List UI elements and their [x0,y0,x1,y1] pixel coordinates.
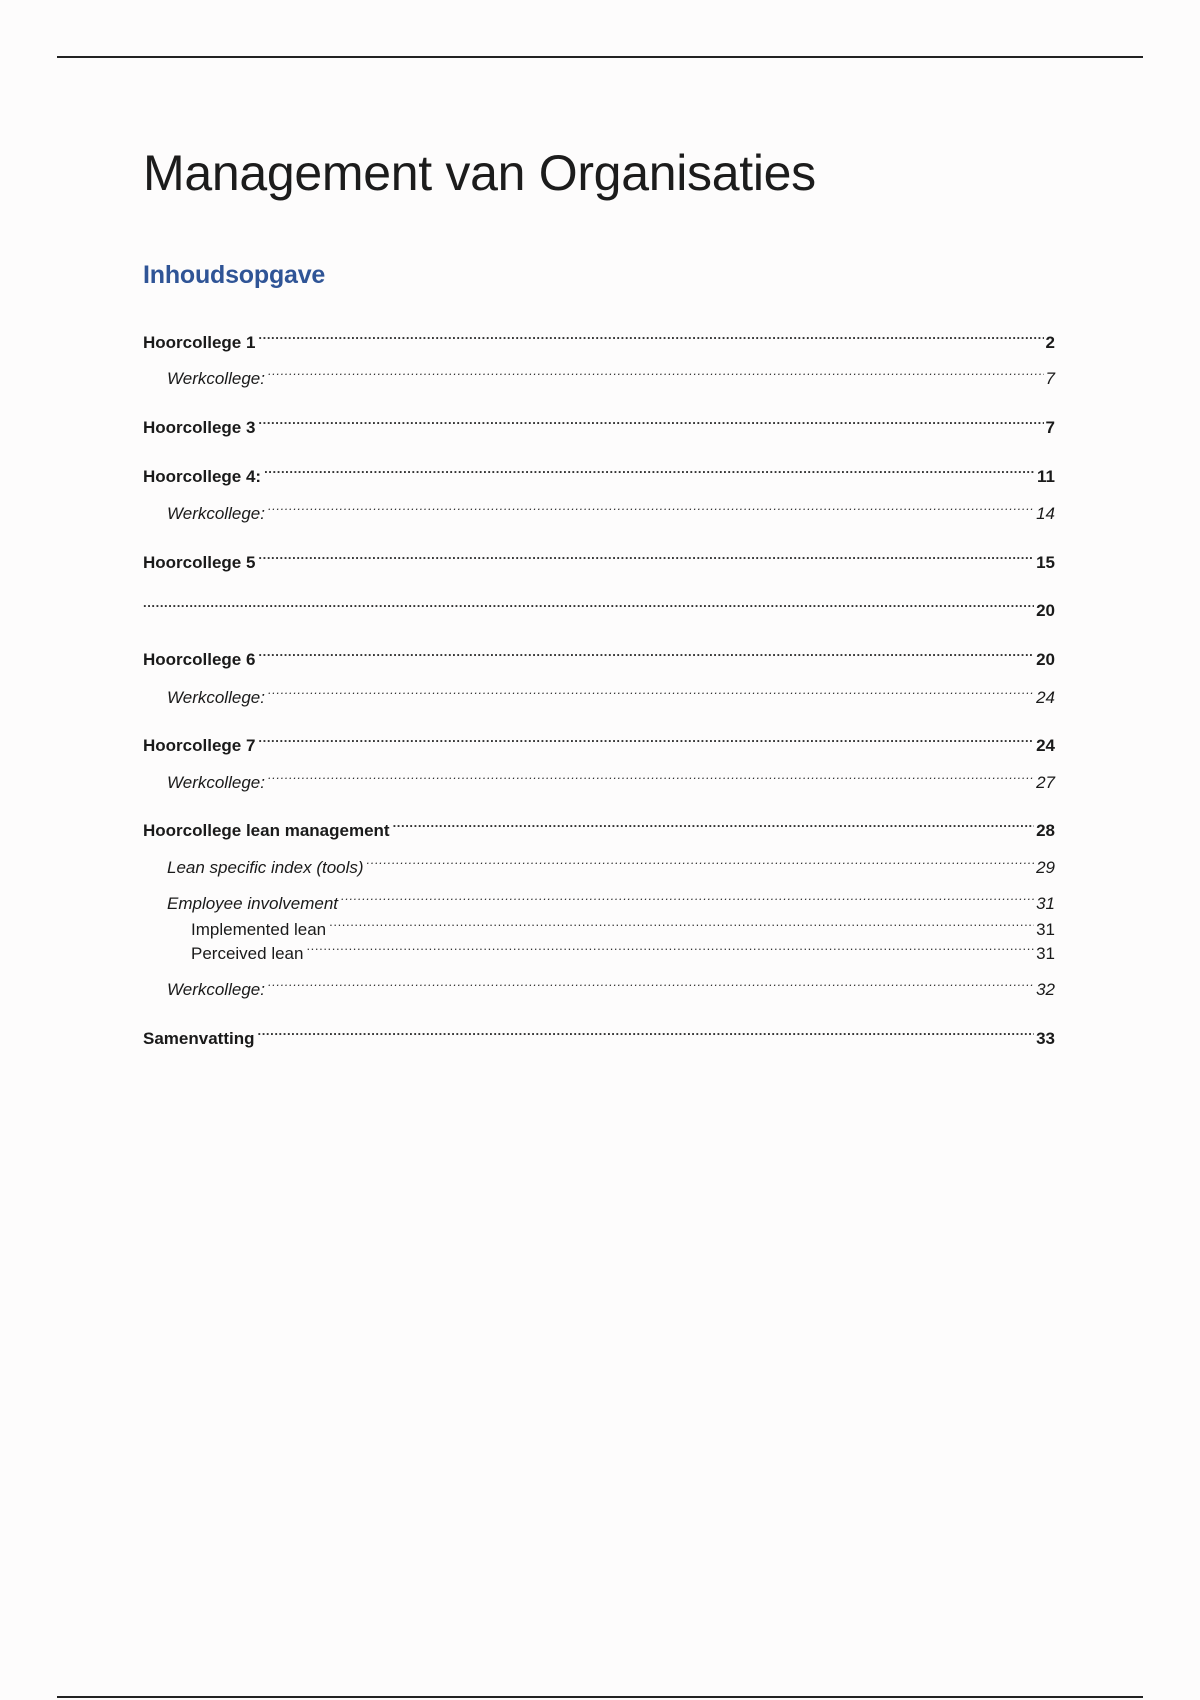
toc-entry[interactable] [143,460,1055,488]
toc-entry-label: Lean specific index (tools) [167,858,364,877]
toc-entry[interactable] [143,326,1055,354]
toc-entry-label: Hoorcollege 4: [143,467,262,486]
toc-entry-label: Werkcollege: [167,773,265,792]
document-title: Management van Organisaties [143,145,816,201]
toc-entry[interactable] [143,1022,1055,1050]
toc-entry-page: 31 [1036,944,1055,963]
toc-entry[interactable] [143,362,1055,390]
toc-entry-label: Hoorcollege 6 [143,650,256,669]
footer-rule [57,1696,1143,1698]
toc-entry[interactable] [143,973,1055,1001]
toc-entry-label: Hoorcollege 3 [143,418,256,437]
toc-entry-label: Perceived lean [191,944,304,963]
toc-entry-page: 27 [1036,773,1055,792]
dot-leader [268,681,1034,703]
dot-leader [268,497,1034,519]
dot-leader [258,411,1043,433]
dot-leader [341,887,1034,909]
toc-entry[interactable] [143,937,1055,965]
toc-entry-label: Hoorcollege 7 [143,736,256,755]
toc-entry-label: Employee involvement [167,894,339,913]
dot-leader [268,766,1034,788]
toc-entry-page: 20 [1036,601,1055,620]
toc-entry-page: 29 [1036,858,1055,877]
toc-entry[interactable] [143,411,1055,439]
toc-entry[interactable] [143,851,1055,879]
toc-entry[interactable] [143,814,1055,842]
dot-leader [264,460,1035,482]
toc-entry-label: Werkcollege: [167,980,265,999]
toc-entry-page: 28 [1036,821,1055,840]
toc-entry-page: 33 [1036,1029,1055,1048]
toc-entry-label: Samenvatting [143,1029,255,1048]
toc-entry[interactable] [143,681,1055,709]
toc-entry-label: Werkcollege: [167,688,265,707]
dot-leader [143,594,1034,616]
toc-heading: Inhoudsopgave [143,261,326,289]
toc-entry-page: 7 [1045,369,1055,388]
toc-entry-label: Hoorcollege lean management [143,821,390,840]
toc-entry[interactable] [143,766,1055,794]
toc-entry-label: Werkcollege: [167,504,265,523]
header-rule [57,56,1143,58]
toc-entry-page: 24 [1036,736,1055,755]
toc-entry-page: 31 [1036,920,1055,939]
dot-leader [257,1022,1034,1044]
toc-entry[interactable] [143,887,1055,915]
toc-entry-label: Werkcollege: [167,369,265,388]
dot-leader [306,937,1034,959]
toc-entry[interactable] [143,729,1055,757]
dot-leader [268,362,1044,384]
toc-entry-page: 11 [1037,467,1055,486]
dot-leader [258,546,1034,568]
toc-entry-label: Hoorcollege 1 [143,333,256,352]
toc-entry-label: Implemented lean [191,920,327,939]
toc-entry-page: 15 [1036,553,1055,572]
toc-entry-page: 2 [1045,333,1055,352]
dot-leader [367,851,1035,873]
dot-leader [258,729,1034,751]
dot-leader [393,814,1035,836]
toc-entry-label: Hoorcollege 5 [143,553,256,572]
toc-entry-page: 32 [1036,980,1055,999]
toc-entry-page: 14 [1036,504,1055,523]
dot-leader [258,643,1034,665]
toc-entry[interactable] [143,497,1055,525]
dot-leader [329,913,1034,935]
toc-entry-page: 31 [1036,894,1055,913]
dot-leader [268,973,1034,995]
toc-entry[interactable] [143,594,1055,622]
toc-entry-page: 24 [1036,688,1055,707]
toc-entry-page: 7 [1045,418,1055,437]
toc-entry-page: 20 [1036,650,1055,669]
toc-entry[interactable] [143,546,1055,574]
dot-leader [258,326,1043,348]
toc-entry[interactable] [143,643,1055,671]
